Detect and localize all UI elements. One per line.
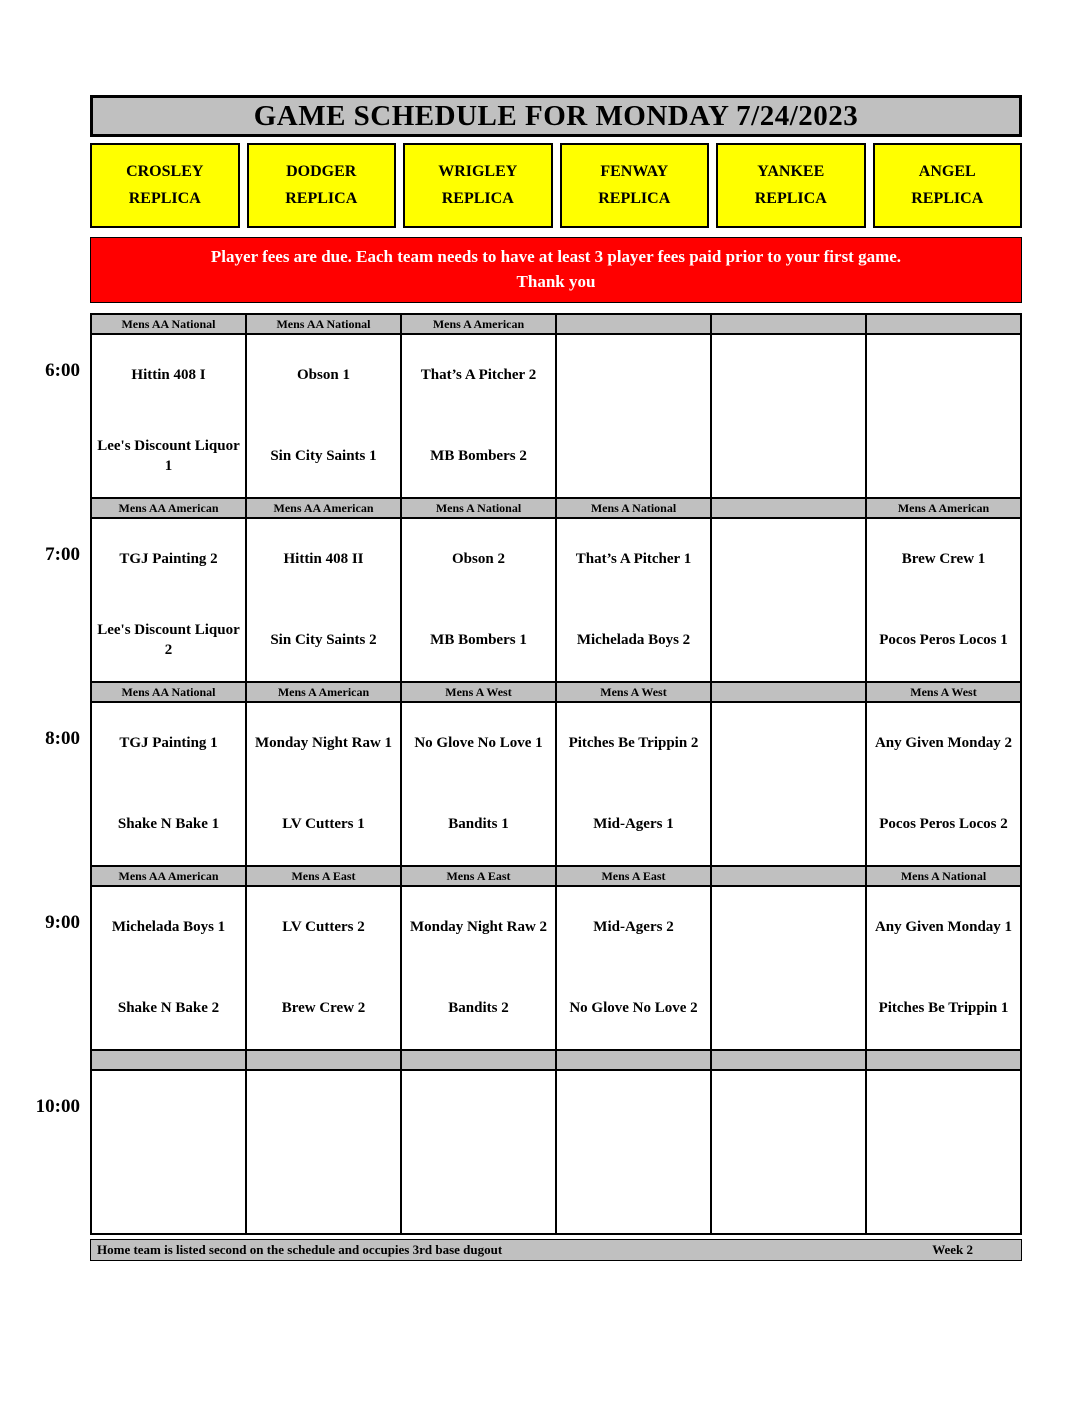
away-team: Obson 2 — [452, 551, 505, 568]
home-team: Bandits 2 — [448, 1000, 509, 1017]
division-header: Mens AA National — [92, 315, 245, 333]
game-cell — [712, 1071, 865, 1233]
field-name: DODGER — [286, 162, 357, 180]
away-team — [712, 703, 865, 784]
game-cell — [712, 887, 865, 1049]
home-team: LV Cutters 1 — [282, 816, 365, 833]
away-team: Obson 1 — [297, 367, 350, 384]
game-cell — [712, 519, 865, 681]
game-cell — [92, 335, 245, 497]
division-header: Mens A West — [557, 683, 710, 701]
division-header — [712, 315, 865, 333]
field-type: REPLICA — [754, 190, 827, 208]
schedule-sheet — [90, 95, 1022, 1261]
field-name: CROSLEY — [126, 162, 204, 180]
game-cell — [557, 1071, 710, 1233]
home-team — [557, 416, 710, 497]
home-team: Brew Crew 2 — [281, 1000, 366, 1017]
home-team — [557, 1152, 710, 1233]
game-cell — [557, 335, 710, 497]
away-team: Pitches Be Trippin 2 — [568, 735, 699, 752]
away-team: LV Cutters 2 — [282, 919, 365, 936]
division-header: Mens A American — [247, 683, 400, 701]
home-team — [712, 416, 865, 497]
game-cell — [867, 1071, 1020, 1233]
home-team: MB Bombers 1 — [430, 632, 527, 649]
home-team — [712, 600, 865, 681]
player-fees-notice — [90, 237, 1022, 303]
home-team: Pocos Peros Locos 1 — [879, 632, 1008, 649]
home-team — [247, 1152, 400, 1233]
field-name: FENWAY — [600, 162, 669, 180]
division-header: Mens AA National — [247, 315, 400, 333]
away-team: Michelada Boys 1 — [111, 919, 226, 936]
page-title: GAME SCHEDULE FOR MONDAY 7/24/2023 — [90, 95, 1022, 137]
division-header: Mens AA American — [247, 499, 400, 517]
division-header: Mens A National — [867, 867, 1020, 885]
away-team — [712, 887, 865, 968]
home-team — [867, 416, 1020, 497]
field-name: ANGEL — [918, 162, 976, 180]
game-cell — [402, 1071, 555, 1233]
home-team — [712, 968, 865, 1049]
home-team — [402, 1152, 555, 1233]
game-cell — [557, 887, 710, 1049]
division-header — [92, 1051, 245, 1069]
game-cell — [402, 519, 555, 681]
field-name: WRIGLEY — [438, 162, 518, 180]
game-cell — [247, 703, 400, 865]
game-cell — [92, 887, 245, 1049]
division-header: Mens A National — [402, 499, 555, 517]
away-team — [402, 1071, 555, 1152]
division-header: Mens A West — [402, 683, 555, 701]
game-cell — [92, 519, 245, 681]
field-header-fenway — [560, 143, 710, 228]
division-header: Mens A American — [867, 499, 1020, 517]
division-header — [247, 1051, 400, 1069]
game-cell — [92, 703, 245, 865]
field-type: REPLICA — [128, 190, 201, 208]
division-header — [712, 1051, 865, 1069]
notice-line-2: Thank you — [516, 271, 596, 291]
division-header — [557, 315, 710, 333]
field-name: YANKEE — [757, 162, 825, 180]
away-team — [712, 335, 865, 416]
home-team — [92, 1152, 245, 1233]
division-header: Mens A American — [402, 315, 555, 333]
away-team: That’s A Pitcher 1 — [575, 551, 692, 568]
game-cell — [557, 703, 710, 865]
away-team — [92, 1071, 245, 1152]
division-header: Mens AA National — [92, 683, 245, 701]
home-team: Sin City Saints 1 — [270, 448, 377, 465]
division-header — [712, 867, 865, 885]
game-cell — [712, 703, 865, 865]
home-team-note: Home team is listed second on the schedule and occupies 3rd base dugout — [97, 1242, 503, 1258]
division-header — [402, 1051, 555, 1069]
away-team — [712, 1071, 865, 1152]
field-header-angel — [873, 143, 1023, 228]
home-team: Lee's Discount Liquor 2 — [97, 622, 240, 658]
home-team: Sin City Saints 2 — [270, 632, 377, 649]
away-team: Monday Night Raw 2 — [409, 919, 548, 936]
field-type: REPLICA — [285, 190, 358, 208]
game-cell — [712, 335, 865, 497]
game-cell — [867, 703, 1020, 865]
game-cell — [402, 703, 555, 865]
week-label: Week 2 — [932, 1242, 973, 1258]
home-team: Lee's Discount Liquor 1 — [97, 438, 240, 474]
division-header: Mens A National — [557, 499, 710, 517]
field-header-crosley — [90, 143, 240, 228]
home-team — [712, 784, 865, 865]
away-team: No Glove No Love 1 — [414, 735, 543, 752]
away-team — [867, 335, 1020, 416]
home-team: Michelada Boys 2 — [576, 632, 691, 649]
division-header — [712, 499, 865, 517]
game-cell — [247, 519, 400, 681]
field-type: REPLICA — [598, 190, 671, 208]
division-header: Mens A East — [247, 867, 400, 885]
home-team — [867, 1152, 1020, 1233]
away-team: Mid-Agers 2 — [593, 919, 674, 936]
game-cell — [402, 887, 555, 1049]
home-team: Pocos Peros Locos 2 — [879, 816, 1008, 833]
time-label: 8:00 — [45, 728, 80, 749]
time-label: 10:00 — [35, 1096, 80, 1117]
away-team — [557, 335, 710, 416]
game-cell — [247, 1071, 400, 1233]
home-team: No Glove No Love 2 — [569, 1000, 698, 1017]
game-cell — [247, 335, 400, 497]
division-header — [557, 1051, 710, 1069]
home-team: Shake N Bake 2 — [117, 1000, 220, 1017]
game-cell — [402, 335, 555, 497]
time-label: 9:00 — [45, 912, 80, 933]
away-team — [712, 519, 865, 600]
division-header: Mens AA American — [92, 867, 245, 885]
away-team: Hittin 408 I — [131, 367, 206, 384]
away-team: TGJ Painting 2 — [119, 551, 218, 568]
game-cell — [867, 887, 1020, 1049]
division-header: Mens A West — [867, 683, 1020, 701]
away-team: Brew Crew 1 — [901, 551, 986, 568]
field-type: REPLICA — [441, 190, 514, 208]
division-header: Mens A East — [557, 867, 710, 885]
away-team: That’s A Pitcher 2 — [420, 367, 537, 384]
division-header: Mens A East — [402, 867, 555, 885]
schedule-grid — [90, 313, 1022, 1235]
time-label: 7:00 — [45, 544, 80, 565]
game-cell — [92, 1071, 245, 1233]
division-header: Mens AA American — [92, 499, 245, 517]
field-type: REPLICA — [911, 190, 984, 208]
game-cell — [247, 887, 400, 1049]
field-header-row — [90, 143, 1022, 228]
away-team: TGJ Painting 1 — [119, 735, 218, 752]
game-cell — [867, 335, 1020, 497]
away-team — [867, 1071, 1020, 1152]
field-header-dodger — [247, 143, 397, 228]
notice-line-1: Player fees are due. Each team needs to have at least 3 player fees paid prior to your first game. — [210, 247, 902, 266]
field-header-yankee — [716, 143, 866, 228]
home-team — [712, 1152, 865, 1233]
away-team — [247, 1071, 400, 1152]
footer-bar — [90, 1239, 1022, 1261]
home-team: Shake N Bake 1 — [117, 816, 220, 833]
time-label: 6:00 — [45, 360, 80, 381]
home-team: Pitches Be Trippin 1 — [878, 1000, 1009, 1017]
away-team: Any Given Monday 1 — [874, 919, 1013, 936]
away-team: Hittin 408 II — [283, 551, 364, 568]
away-team: Any Given Monday 2 — [874, 735, 1013, 752]
game-cell — [867, 519, 1020, 681]
game-cell — [557, 519, 710, 681]
division-header — [867, 1051, 1020, 1069]
field-header-wrigley — [403, 143, 553, 228]
home-team: Mid-Agers 1 — [593, 816, 674, 833]
home-team: Bandits 1 — [448, 816, 509, 833]
away-team: Monday Night Raw 1 — [254, 735, 393, 752]
division-header — [712, 683, 865, 701]
away-team — [557, 1071, 710, 1152]
division-header — [867, 315, 1020, 333]
home-team: MB Bombers 2 — [430, 448, 527, 465]
